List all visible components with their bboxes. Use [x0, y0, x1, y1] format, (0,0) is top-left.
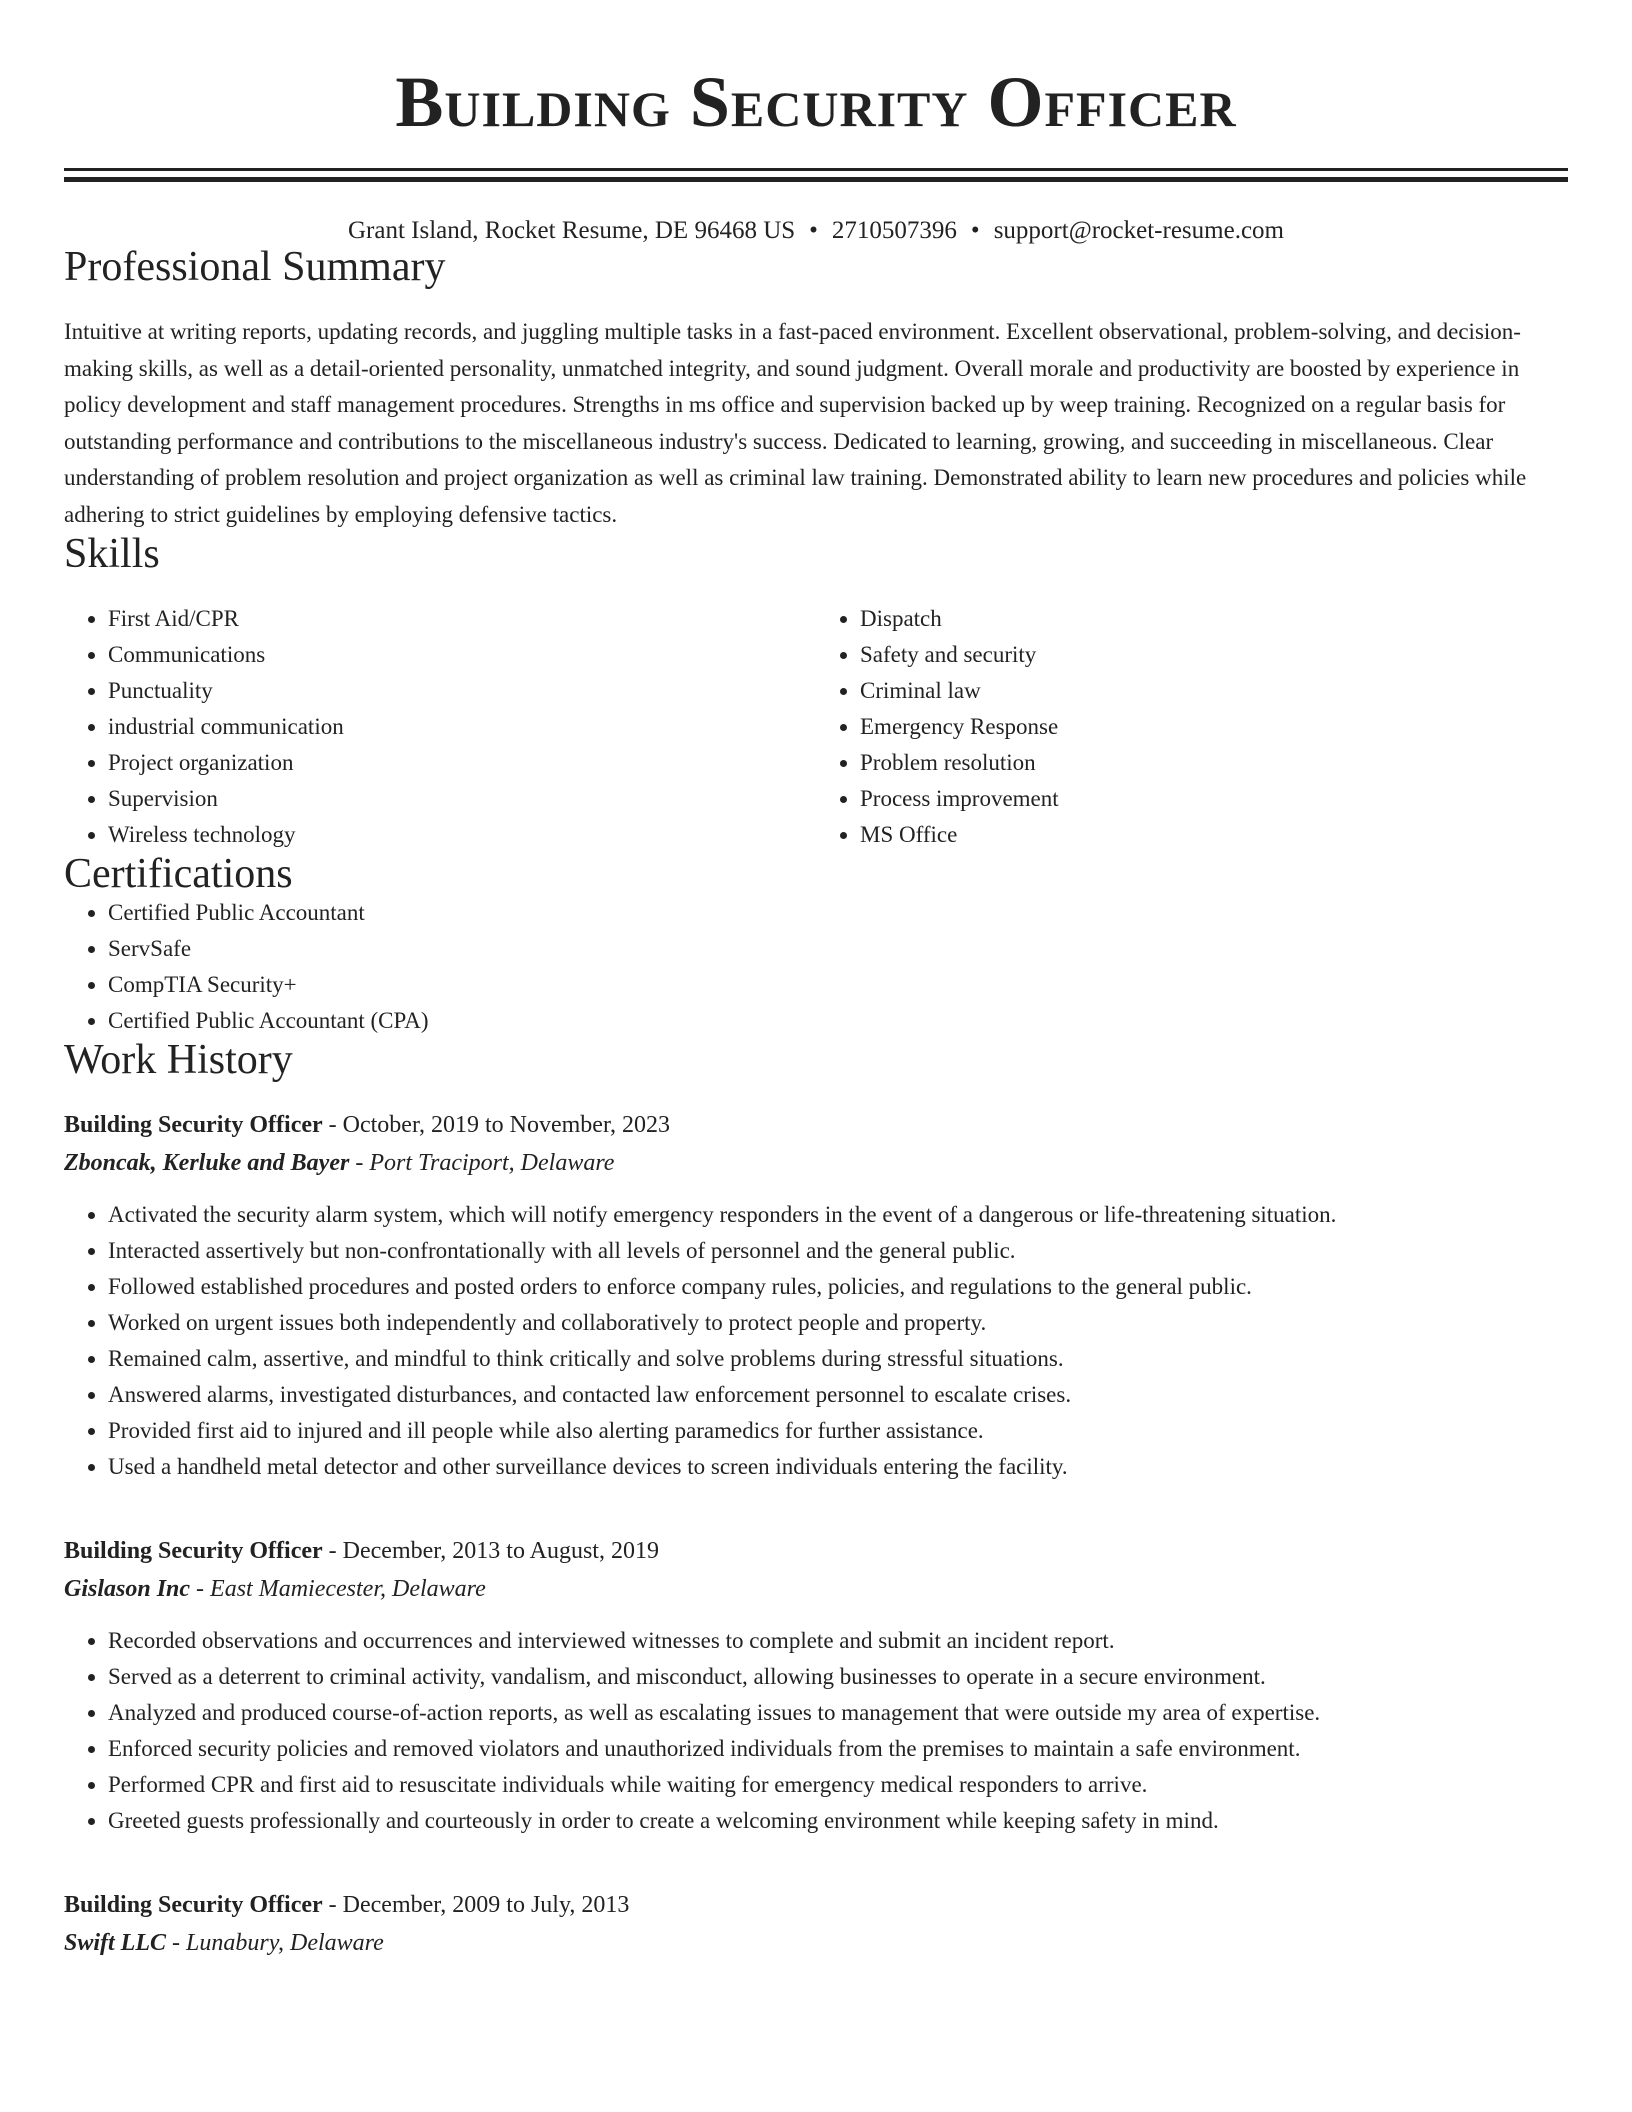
job-bullet: • Enforced security policies and removed violators and unauthorized individuals from the premises to maintain a safe environment.: [108, 1731, 1568, 1767]
job-entry: [64, 1107, 1568, 1485]
skill-item: • industrial communication: [108, 709, 816, 745]
contact-address: Grant Island, Rocket Resume, DE 96468 US: [348, 217, 796, 244]
job-bullet: • Recorded observations and occurrences and interviewed witnesses to complete and submit an incident report.: [108, 1623, 1568, 1659]
job-company-line: [64, 1143, 1568, 1183]
job-bullets: [64, 1197, 1568, 1485]
skill-item: • Wireless technology: [108, 817, 816, 853]
skills-columns: [64, 601, 1568, 853]
skill-item: • Process improvement: [860, 781, 1568, 817]
job-bullet: • Served as a deterrent to criminal activity, vandalism, and misconduct, allowing businesses to operate in a secure environment.: [108, 1659, 1568, 1695]
job-dates: - December, 2009 to July, 2013: [322, 1892, 630, 1918]
job-bullet: • Worked on urgent issues both independently and collaboratively to protect people and property.: [108, 1305, 1568, 1341]
job-company-line: [64, 1569, 1568, 1609]
job-bullet: • Used a handheld metal detector and other surveillance devices to screen individuals entering the facility.: [108, 1449, 1568, 1485]
job-title: Building Security Officer: [64, 1892, 323, 1918]
skill-item: • Supervision: [108, 781, 816, 817]
job-location: - Port Traciport, Delaware: [349, 1150, 615, 1176]
summary-text: Intuitive at writing reports, updating records, and juggling multiple tasks in a fast-paced environment. Excellent observational, problem-solving, and decision-making skills, as well as a detail-oriented personality, unmatched integrity, and sound judgment. Overall morale and productivity are boosted by experience in policy development and staff management procedures. Strengths in ms office and supervision backed up by weep training. Recognized on a regular basis for outstanding performance and contributions to the miscellaneous industry's success. Dedicated to learning, growing, and succeeding in miscellaneous. Clear understanding of problem resolution and project organization as well as criminal law training. Demonstrated ability to learn new procedures and policies while adhering to strict guidelines by employing defensive tactics.: [64, 319, 1527, 527]
skills-list-right: [816, 601, 1568, 853]
contact-phone: 2710507396: [831, 217, 957, 244]
skills-list-left: [64, 601, 816, 853]
job-location: - Lunabury, Delaware: [166, 1930, 384, 1956]
job-bullet: • Activated the security alarm system, which will notify emergency responders in the event of a dangerous or life-threatening situation.: [108, 1197, 1568, 1233]
job-bullet: • Followed established procedures and posted orders to enforce company rules, policies, and regulations to the general public.: [108, 1269, 1568, 1305]
job-bullet: • Analyzed and produced course-of-action reports, as well as escalating issues to management that were outside my area of expertise.: [108, 1695, 1568, 1731]
contact-separator: •: [970, 217, 980, 244]
job-bullets: [64, 1623, 1568, 1839]
skill-item: • Criminal law: [860, 673, 1568, 709]
job-bullet: • Answered alarms, investigated disturbances, and contacted law enforcement personnel to escalate crises.: [108, 1377, 1568, 1413]
certifications-heading: Certifications: [64, 851, 293, 897]
job-title: Building Security Officer: [64, 1538, 323, 1564]
skill-item: • Safety and security: [860, 637, 1568, 673]
contact-email: support@rocket-resume.com: [993, 217, 1284, 244]
resume-name: Building Security Officer: [395, 62, 1237, 142]
job-bullet: • Provided first aid to injured and ill people while also alerting paramedics for further assistance.: [108, 1413, 1568, 1449]
job-title-line: [64, 1887, 1568, 1923]
certification-item: • Certified Public Accountant (CPA): [108, 1003, 1568, 1039]
job-bullet: • Interacted assertively but non-confrontationally with all levels of personnel and the general public.: [108, 1233, 1568, 1269]
skill-item: • Punctuality: [108, 673, 816, 709]
job-bullet: • Performed CPR and first aid to resuscitate individuals while waiting for emergency medical responders to arrive.: [108, 1767, 1568, 1803]
certification-item: • CompTIA Security+: [108, 967, 1568, 1003]
job-title-line: [64, 1533, 1568, 1569]
job-entry: [64, 1887, 1568, 1963]
skill-item: • Communications: [108, 637, 816, 673]
job-dates: - October, 2019 to November, 2023: [322, 1112, 670, 1138]
job-bullet: • Remained calm, assertive, and mindful to think critically and solve problems during stressful situations.: [108, 1341, 1568, 1377]
job-company: Gislason Inc: [64, 1576, 191, 1602]
skill-item: • MS Office: [860, 817, 1568, 853]
certification-item: • ServSafe: [108, 931, 1568, 967]
summary-heading: Professional Summary: [64, 244, 446, 290]
job-title: Building Security Officer: [64, 1112, 323, 1138]
work-history-heading: Work History: [64, 1037, 293, 1083]
job-company: Swift LLC: [64, 1930, 167, 1956]
skill-item: • Project organization: [108, 745, 816, 781]
job-bullet: • Greeted guests professionally and courteously in order to create a welcoming environment while keeping safety in mind.: [108, 1803, 1568, 1839]
header-rule-thick: [64, 177, 1568, 182]
job-company: Zboncak, Kerluke and Bayer: [64, 1150, 350, 1176]
skill-item: • Emergency Response: [860, 709, 1568, 745]
header-rule-thin: [64, 168, 1568, 171]
job-dates: - December, 2013 to August, 2019: [322, 1538, 659, 1564]
job-title-line: [64, 1107, 1568, 1143]
skill-item: • First Aid/CPR: [108, 601, 816, 637]
contact-separator: •: [809, 217, 818, 244]
job-location: - East Mamiecester, Delaware: [190, 1576, 486, 1602]
skills-heading: Skills: [64, 531, 160, 577]
certification-item: • Certified Public Accountant: [108, 895, 1568, 931]
skill-item: • Dispatch: [860, 601, 1568, 637]
job-company-line: [64, 1923, 1568, 1963]
job-entry: [64, 1533, 1568, 1839]
contact-line: [64, 216, 1568, 246]
certifications-list: [64, 895, 1568, 1039]
skill-item: • Problem resolution: [860, 745, 1568, 781]
